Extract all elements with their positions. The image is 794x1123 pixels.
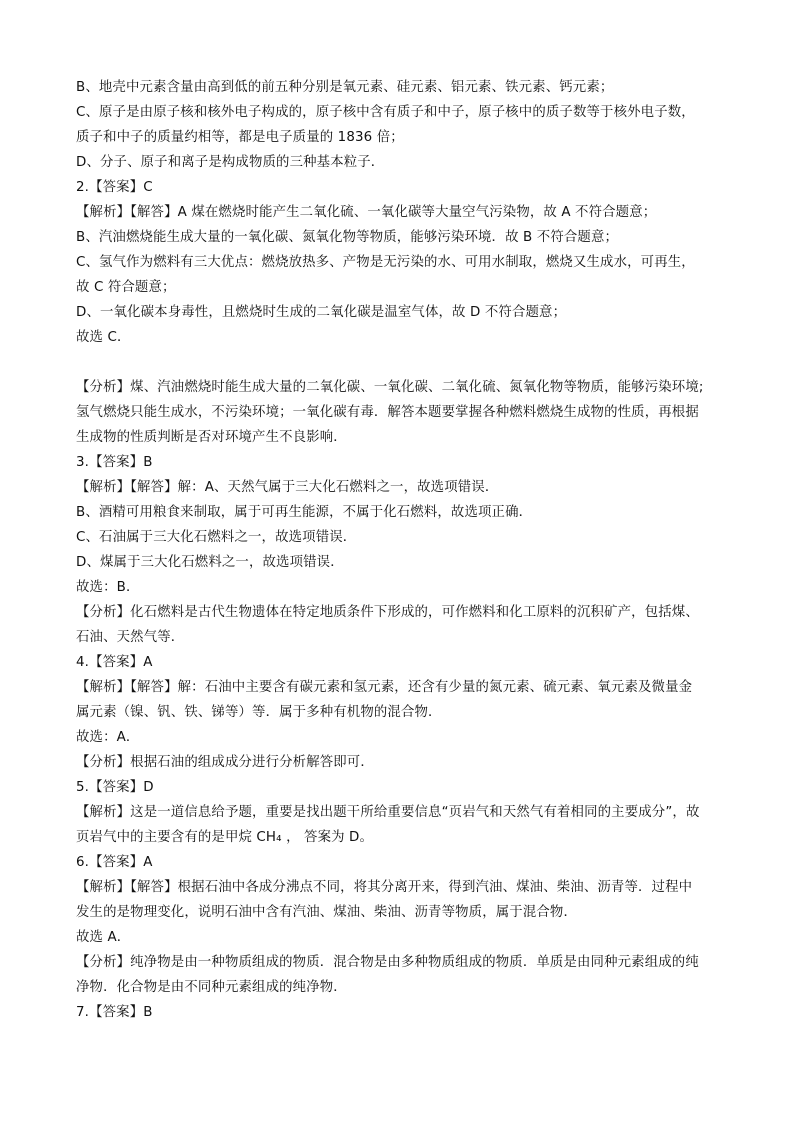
text-line: 【解析】【解答】解：石油中主要含有碳元素和氢元素，还含有少量的氮元素、硫元素、氧元素及微量金 — [76, 680, 693, 695]
text-line: 故选 C． — [76, 330, 131, 345]
text-line: C、氢气作为燃料有三大优点：燃烧放热多、产物是无污染的水、可用水制取，燃烧又生成水，可再生， — [76, 255, 695, 270]
answer-heading: 3.【答案】B — [76, 455, 153, 470]
text-line: B、地壳中元素含量由高到低的前五种分别是氧元素、硅元素、铝元素、铁元素、钙元素； — [76, 80, 614, 95]
text-line: 【分析】煤、汽油燃烧时能生成大量的二氧化碳、一氧化碳、二氧化硫、氮氧化物等物质，能够污染环境; — [76, 380, 704, 395]
text-line: B、酒精可用粮食来制取，属于可再生能源，不属于化石燃料，故选项正确． — [76, 505, 533, 520]
text-line: 故选：B． — [76, 580, 140, 595]
text-line: 质子和中子的质量约相等，都是电子质量的 1836 倍； — [76, 130, 404, 145]
text-line: C、石油属于三大化石燃料之一，故选项错误． — [76, 530, 357, 545]
text-line: 属元素（镍、钒、铁、锑等）等．属于多种有机物的混合物． — [76, 705, 442, 720]
text-line: 发生的是物理变化，说明石油中含有汽油、煤油、柴油、沥青等物质，属于混合物． — [76, 905, 578, 920]
text-line: 【解析】【解答】根据石油中各成分沸点不同，将其分离开来，得到汽油、煤油、柴油、沥青等．过程中 — [76, 880, 693, 895]
text-line: 【分析】化石燃料是古代生物遗体在特定地质条件下形成的，可作燃料和化工原料的沉积矿产，包括煤、 — [76, 605, 699, 620]
text-line: 【解析】【解答】A 煤在燃烧时能产生二氧化硫、一氧化碳等大量空气污染物，故 A 不符合题意； — [76, 205, 657, 220]
answer-heading: 5.【答案】D — [76, 780, 154, 795]
text-line: 【分析】根据石油的组成成分进行分析解答即可． — [76, 755, 374, 770]
text-line: 石油、天然气等． — [76, 630, 185, 645]
answer-heading: 6.【答案】A — [76, 855, 153, 870]
text-line: D、一氧化碳本身毒性，且燃烧时生成的二氧化碳是温室气体，故 D 不符合题意； — [76, 305, 567, 320]
text-line: 【解析】【解答】解：A、天然气属于三大化石燃料之一，故选项错误． — [76, 480, 499, 495]
text-line: 故选 A． — [76, 930, 131, 945]
text-line: D、煤属于三大化石燃料之一，故选项错误． — [76, 555, 344, 570]
text-line: 净物．化合物是由不同种元素组成的纯净物． — [76, 980, 347, 995]
text-line: B、汽油燃烧能生成大量的一氧化碳、氮氧化物等物质，能够污染环境．故 B 不符合题意； — [76, 230, 619, 245]
text-line: 【分析】纯净物是由一种物质组成的物质．混合物是由多种物质组成的物质．单质是由同种元素组成的纯 — [76, 955, 699, 970]
answer-heading: 4.【答案】A — [76, 655, 153, 670]
answer-heading: 2.【答案】C — [76, 180, 153, 195]
text-line: 生成物的性质判断是否对环境产生不良影响． — [76, 430, 347, 445]
answer-heading: 7.【答案】B — [76, 1005, 153, 1020]
text-line: 故选：A． — [76, 730, 140, 745]
text-line: 故 C 符合题意； — [76, 280, 176, 295]
text-line: D、分子、原子和离子是构成物质的三种基本粒子． — [76, 155, 385, 170]
text-line: C、原子是由原子核和核外电子构成的，原子核中含有质子和中子，原子核中的质子数等于核外电子数， — [76, 105, 695, 120]
text-line: 页岩气中的主要含有的是甲烷 CH₄ ， 答案为 D。 — [76, 830, 374, 845]
text-line: 【解析】这是一道信息给予题，重要是找出题干所给重要信息“页岩气和天然气有着相同的主要成分”，故 — [76, 805, 700, 820]
text-line: 氢气燃烧只能生成水，不污染环境；一氧化碳有毒．解答本题要掌握各种燃料燃烧生成物的性质，再根据 — [76, 405, 699, 420]
